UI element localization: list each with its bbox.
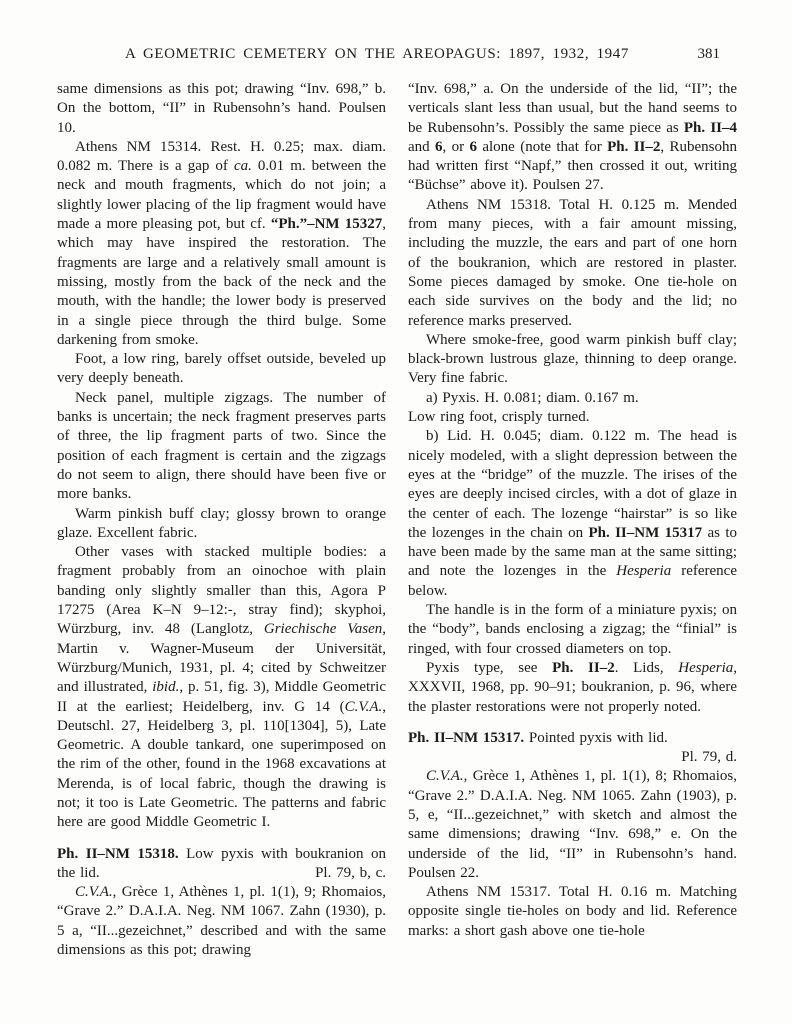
- text-run: reference below.: [408, 563, 737, 599]
- text-run: Ph. II–NM 15317: [588, 524, 703, 541]
- text-run: ibid.: [152, 679, 180, 696]
- text-run: , p. 51, fig. 3), Middle Geometric II at the earliest; Heidelberg, inv. G 14 (: [57, 679, 386, 715]
- text-run: Pyxis type, see: [426, 659, 553, 676]
- paragraph: [57, 883, 386, 960]
- text-run: Ph. II–4: [683, 119, 737, 136]
- text-run: ca.: [233, 158, 252, 175]
- paragraph: [408, 601, 737, 659]
- text-run: Hesperia: [616, 563, 672, 580]
- text-run: The handle is in the form of a miniature pyxis; on the “body”, bands enclosing a zigzag; the “finial” is ringed, with four crossed diameters on top.: [408, 602, 737, 657]
- text-run: , which may have inspired the restoration. The fragments are large and a relatively small amount is missing, mostly from the back of the neck and the mouth, with the handle; the lower body is preserved in a single piece through the third bulge. Some darkening from smoke.: [57, 216, 387, 348]
- running-title: A GEOMETRIC CEMETERY ON THE AREOPAGUS: 1897, 1932, 1947: [125, 46, 629, 62]
- paragraph: [57, 543, 386, 832]
- paragraph: [408, 331, 737, 389]
- running-head: [57, 46, 737, 66]
- text-run: Athens NM 15318. Total H. 0.125 m. Mended from many pieces, with a fair amount missing, including the muzzle, the ears and part of one horn of the boukranion, which are restored in plaster. Some pieces damaged by smoke. One tie-hole on each side survives on the body and the lid; no reference marks preserved.: [408, 196, 737, 329]
- text-run: , Deutschl. 27, Heidelberg 3, pl. 110[1304], 5), Late Geometric. A double tankard, one superimposed on the rim of the other, found in the 1968 excavations at Merenda, is of local fabric, though the drawing is not; it too is Late Geometric. The patterns and fabric here are good Middle Geometric I.: [57, 698, 386, 831]
- left-column: [57, 80, 386, 960]
- text-run: Low pyxis with boukranion on the lid.: [57, 845, 386, 881]
- text-run: Where smoke-free, good warm pinkish buff clay; black-brown lustrous glaze, thinning to deep orange. Very fine fabric.: [408, 331, 737, 387]
- text-run: C.V.A.: [344, 698, 383, 715]
- text-run: “Ph.”–NM 15327: [270, 216, 383, 233]
- text-run: , XXXVII, 1968, pp. 90–91; boukranion, p. 96, where the plaster restorations were not properly noted.: [408, 659, 737, 715]
- text-run: Other vases with stacked multiple bodies: a fragment probably from an oinochoe with plain banding only slightly smaller than this, Agora P 17275 (Area K–N 9–12:-, stray find); skyphoi, Würzburg, inv. 48 (Langlotz,: [57, 544, 386, 638]
- text-run: Neck panel, multiple zigzags. The number of banks is uncertain; the neck fragment preserves parts of three, the lip fragment parts of two. Since the position of each fragment is certain and the zigzags do not seem to align, there should have been five or more banks.: [57, 389, 386, 503]
- text-run: Pl. 79, d.: [681, 749, 737, 766]
- text-run: , Grèce 1, Athènes 1, pl. 1(1), 9; Rhomaios, “Grave 2.” D.A.I.A. Neg. NM 1067. Zahn (1930), p. 5 a, “II...gezeichnet,” described and with the same dimensions as this pot; drawing: [57, 884, 386, 959]
- text-run: Low ring foot, crisply turned.: [408, 409, 590, 426]
- text-run: Griechische Vasen: [263, 621, 383, 638]
- paragraph: [408, 748, 737, 767]
- text-run: Ph. II–NM 15317.: [408, 729, 525, 746]
- right-column: [408, 80, 737, 960]
- text-run: Athens NM 15314. Rest. H. 0.25; max. diam. 0.082 m. There is a gap of: [57, 138, 386, 175]
- text-run: as to have been made by the same man at the same sitting; and note the lozenges in the: [408, 524, 738, 580]
- text-run: , or: [442, 138, 470, 155]
- text-run: Ph. II–2: [552, 659, 615, 676]
- paragraph: [408, 80, 737, 196]
- paragraph: [57, 80, 386, 138]
- text-run: Foot, a low ring, barely offset outside, beveled up very deeply beneath.: [57, 351, 386, 387]
- text-run: and: [408, 138, 436, 155]
- text-run: Pointed pyxis with lid.: [524, 729, 668, 746]
- paragraph: [408, 427, 737, 601]
- text-columns: [57, 80, 737, 960]
- entry-heading: [408, 729, 737, 748]
- text-run: C.V.A.: [75, 884, 113, 901]
- paragraph: [408, 883, 737, 941]
- text-run: . Lids,: [614, 659, 679, 676]
- plate-reference: Pl. 79, b, c.: [315, 864, 386, 881]
- text-run: 0.01 m. between the neck and mouth fragments, which do not join; a slightly lower placing of the lip fragment would have made a more pleasing pot, but cf.: [57, 158, 387, 233]
- text-run: Hesperia: [678, 659, 734, 676]
- paragraph: [57, 505, 386, 544]
- paragraph: [408, 389, 737, 408]
- paragraph: [408, 408, 737, 427]
- text-run: , Rubensohn had written first “Napf,” then crossed it out, writing “Büchse” above it). Poulsen 27.: [408, 138, 737, 194]
- text-run: same dimensions as this pot; drawing “Inv. 698,” b. On the bottom, “II” in Rubensohn’s hand. Poulsen 10.: [57, 81, 386, 136]
- paragraph: [408, 196, 737, 331]
- paragraph: [57, 350, 386, 389]
- text-run: Warm pinkish buff clay; glossy brown to orange glaze. Excellent fabric.: [57, 505, 386, 541]
- paragraph: [408, 659, 737, 717]
- paragraph: [408, 767, 737, 883]
- paragraph: [57, 389, 386, 505]
- text-run: , Grèce 1, Athènes 1, pl. 1(1), 8; Rhomaios, “Grave 2.” D.A.I.A. Neg. NM 1065. Zahn (1903), p. 5, e, “II...gezeichnet,” with sketch and almost the same dimensions; drawing “Inv. 698,” e. On the underside of the lid, “II” in Rubensohn’s hand. Poulsen 22.: [408, 768, 737, 881]
- paragraph: [57, 138, 386, 350]
- text-run: , Martin v. Wagner-Museum der Universität, Würzburg/Munich, 1931, pl. 4; cited by Schweitzer and illustrated,: [57, 621, 386, 696]
- text-run: Ph. II–NM 15318.: [57, 845, 179, 862]
- text-run: Ph. II–2: [607, 138, 661, 155]
- text-run: 6: [469, 138, 477, 155]
- text-run: a) Pyxis. H. 0.081; diam. 0.167 m.: [426, 389, 639, 406]
- text-run: C.V.A.: [426, 768, 464, 785]
- text-run: “Inv. 698,” a. On the underside of the lid, “II”; the verticals slant less than usual, but the hand seems to be Rubensohn’s. Possibly the same piece as: [408, 81, 737, 136]
- text-run: 6: [435, 138, 443, 155]
- text-run: Athens NM 15317. Total H. 0.16 m. Matching opposite single tie-holes on body and lid. Reference marks: a short gash above one tie-hole: [408, 884, 737, 939]
- text-run: alone (note that for: [477, 138, 608, 155]
- text-run: b) Lid. H. 0.045; diam. 0.122 m. The head is nicely modeled, with a slight depression between the eyes at the “bridge” of the muzzle. The irises of the eyes are deeply incised circles, with a dot of glaze in the center of each. The lozenge “hairstar” is so like the lozenges in the chain on: [408, 428, 737, 541]
- page-number: 381: [697, 46, 720, 62]
- entry-heading: [57, 845, 386, 884]
